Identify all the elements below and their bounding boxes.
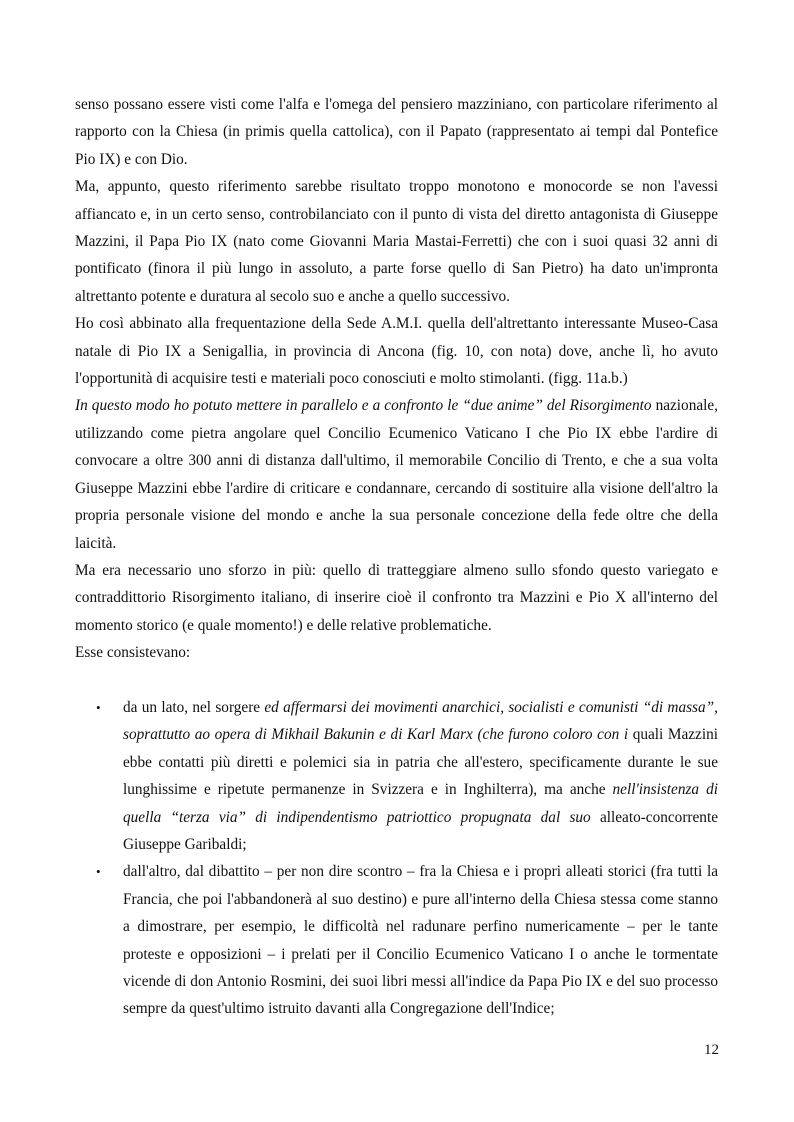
paragraph [75, 392, 718, 556]
blank-line [75, 667, 718, 694]
paragraph: Ho così abbinato alla frequentazione della Sede A.M.I. quella dell'altrettanto interessante Museo-Casa natale di Pio IX a Senigallia, in provincia di Ancona (fig. 10, con nota) dove, anche lì, ho avuto l'opportunità di acquisire testi e materiali poco conosciuti e molto stimolanti. (figg. 11a.b.) [75, 315, 718, 388]
paragraph: senso possano essere visti come l'alfa e l'omega del pensiero mazziniano, con particolare riferimento al rapporto con la Chiesa (in primis quella cattolica), con il Papato (rappresentato ai tempi dal Pontefice Pio IX) e con Dio. [75, 96, 718, 168]
list-item [75, 694, 718, 858]
list-item-text: dall'altro, dal dibattito – per non dire scontro – fra la Chiesa e i propri alleati storici (fra tutti la Francia, che poi l'abbandonerà al suo destino) e pure all'interno della Chiesa stessa come stanno a dimostrare, per esempio, le difficoltà nel radunare perfino numericamente – per le tante proteste e opposizioni – i prelati per il Concilio Ecumenico Vaticano I o anche le tormentate vicende di don Antonio Rosmini, dei suoi libri messi all'indice da Papa Pio IX e del suo processo sempre da quest'ultimo istruito davanti alla Congregazione dell'Indice; [123, 863, 718, 1018]
list-item-text: alleato-concorrente Giuseppe Garibaldi; [123, 808, 718, 853]
bullet-list [75, 694, 718, 1023]
list-item-text: da un lato, nel sorgere [123, 698, 265, 716]
bullet-icon: • [96, 864, 101, 880]
italic-text: nell'insistenza di quella “terza via” di indipendentismo patriottico propugnata dal suo [123, 781, 718, 826]
paragraph: Esse consistevano: [75, 644, 191, 662]
italic-text: ed affermarsi dei movimenti anarchici, socialisti e comunisti “di massa”, soprattutto ao opera di Mikhail Bakunin e di Karl Marx (che furono coloro con i [123, 698, 718, 744]
paragraph: Ma, appunto, questo riferimento sarebbe risultato troppo monotono e monocorde se non l'avessi affiancato e, in un certo senso, controbilanciato con il punto di vista del diretto antagonista di Giuseppe Mazzini, il Papa Pio IX (nato come Giovanni Maria Mastai-Ferretti) che con i suoi quasi 32 anni di pontificato (finora il più lungo in assoluto, a parte forse quello di San Pietro) ha dato un'impronta altrettanto potente e duratura al secolo suo e anche a quello successivo. [75, 178, 718, 305]
bullet-icon: • [96, 699, 101, 715]
paragraph: Ma era necessario uno sforzo in più: quello di tratteggiare almeno sullo sfondo questo variegato e contraddittorio Risorgimento italiano, di inserire cioè il confronto tra Mazzini e Pio X all'interno del momento storico (e quale momento!) e delle relative problematiche. [75, 561, 718, 634]
paragraph-text: nazionale, utilizzando come pietra angolare quel Concilio Ecumenico Vaticano I che Pio IX ebbe l'ardire di convocare a oltre 300 anni di distanza dall'ultimo, il memorabile Concilio di Trento, e che a sua volta Giuseppe Mazzini ebbe l'ardire di criticare e condannare, cercando di sostituire alla visione dell'altro la propria personale visione del mondo e anche la sua personale concezione della fede oltre che della laicità. [75, 397, 718, 552]
list-item [75, 858, 718, 1022]
italic-text: In questo modo ho potuto mettere in parallelo e a confronto le “due anime” del Risorgimento [75, 397, 652, 415]
list-item-text: quali Mazzini ebbe contatti più diretti e polemici sia in patria che all'estero, specificamente durante le sue lunghissime e ripetute permanenze in Svizzera e in Inghilterra), ma anche [123, 726, 718, 799]
page-number: 12 [704, 1042, 719, 1058]
document-body [75, 91, 718, 1023]
